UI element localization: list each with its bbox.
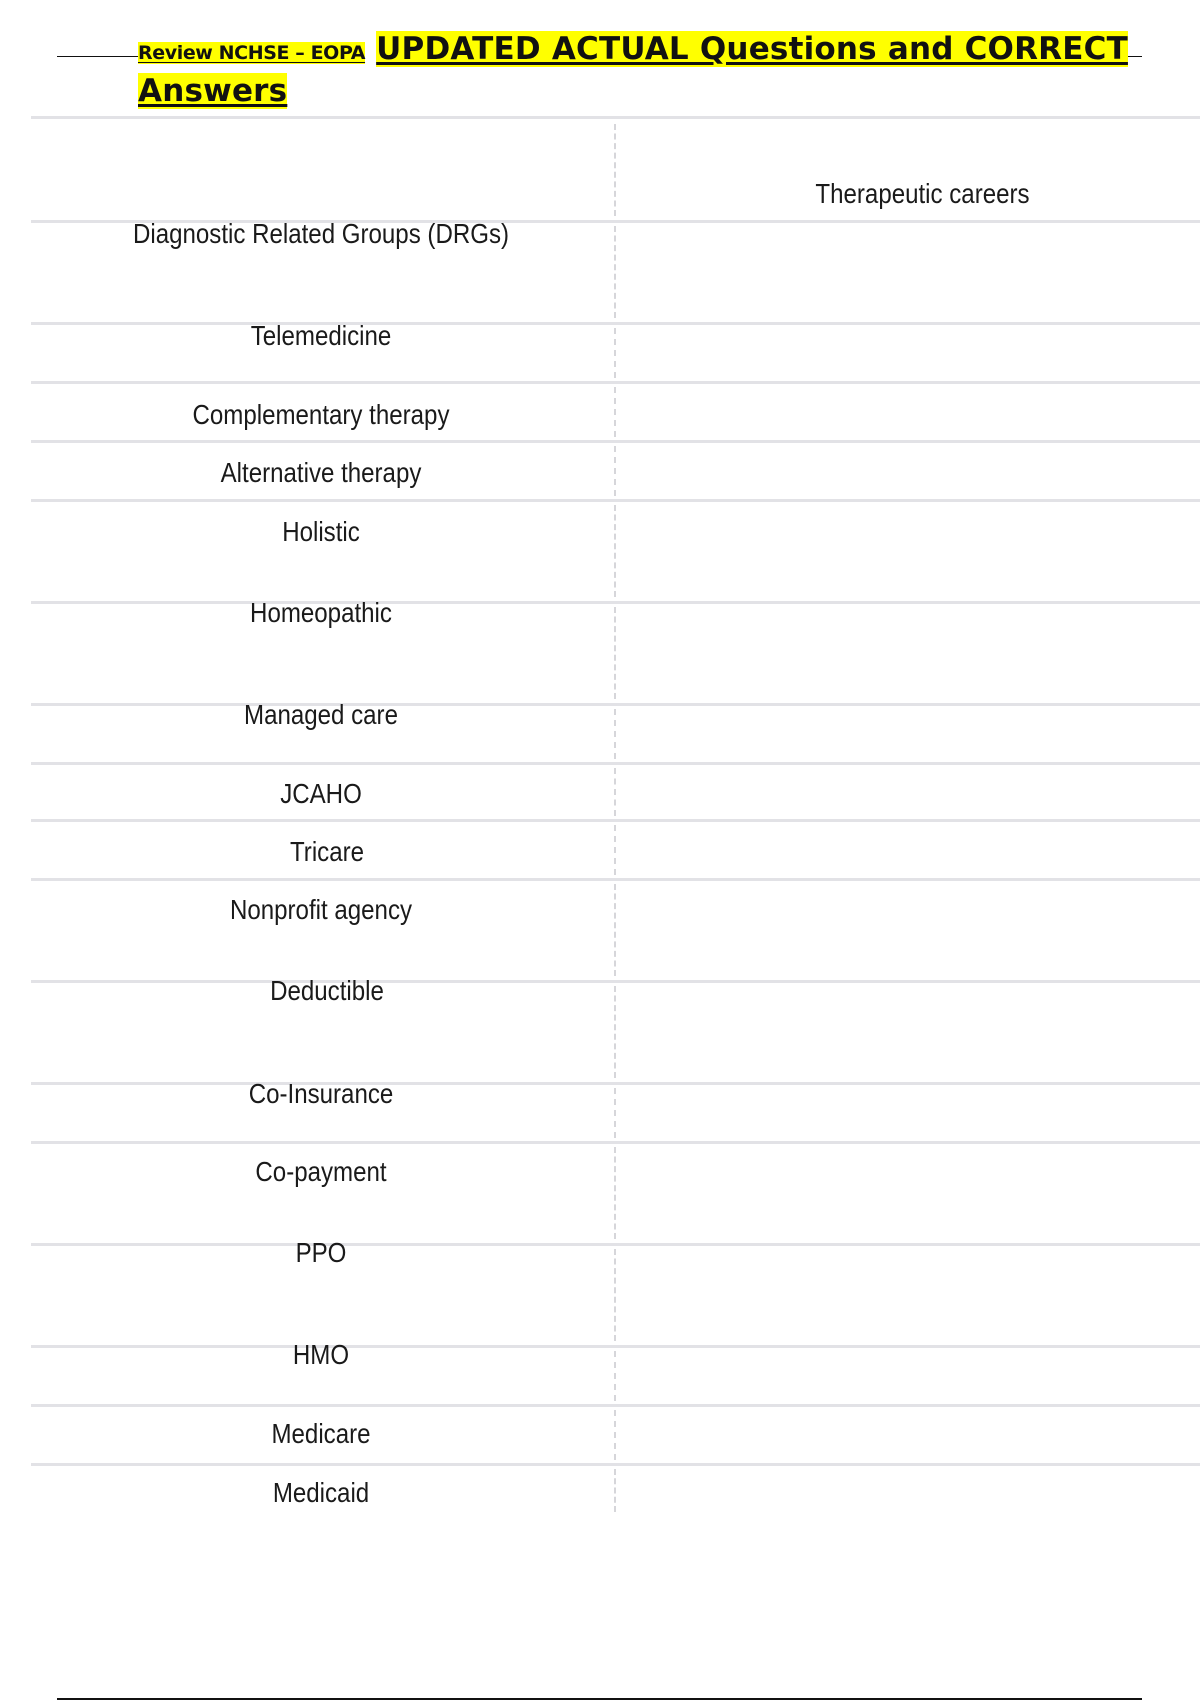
term-cell: Alternative therapy xyxy=(220,457,422,488)
term-cell: Co-payment xyxy=(255,1156,387,1187)
term-cell: JCAHO xyxy=(280,778,362,809)
column-divider xyxy=(614,124,616,216)
column-divider xyxy=(614,328,616,378)
header-rule-left xyxy=(57,56,138,57)
column-divider xyxy=(614,446,616,496)
column-divider xyxy=(614,387,616,437)
term-cell: Diagnostic Related Groups (DRGs) xyxy=(132,218,510,249)
column-divider xyxy=(614,1249,616,1341)
term-cell: Medicaid xyxy=(272,1477,370,1508)
title-prefix: Review NCHSE – EOPA xyxy=(138,42,366,64)
title-line2: Answers xyxy=(138,73,288,109)
term-cell: Co-Insurance xyxy=(248,1078,394,1109)
column-divider xyxy=(614,1410,616,1460)
column-divider xyxy=(614,986,616,1078)
term-cell: Nonprofit agency xyxy=(229,894,413,925)
term-cell: Medicare xyxy=(271,1418,371,1449)
column-divider xyxy=(614,1469,616,1512)
term-cell: HMO xyxy=(292,1339,350,1370)
column-divider xyxy=(614,1088,616,1138)
flashcard-table xyxy=(31,116,1200,1516)
header-definition: Therapeutic careers xyxy=(815,178,1030,209)
term-cell: Managed care xyxy=(244,699,398,730)
document-title xyxy=(138,30,1128,110)
column-divider xyxy=(614,607,616,699)
column-divider xyxy=(614,226,616,318)
term-cell: Deductible xyxy=(270,975,384,1006)
term-cell: PPO xyxy=(295,1237,347,1268)
column-divider xyxy=(614,1351,616,1401)
column-divider xyxy=(614,709,616,759)
column-divider xyxy=(614,884,616,976)
term-cell: Holistic xyxy=(282,516,360,547)
term-cell: Tricare xyxy=(289,836,365,867)
column-divider xyxy=(614,825,616,875)
term-cell: Telemedicine xyxy=(250,320,392,351)
term-cell: Homeopathic xyxy=(250,597,392,628)
term-cell: Complementary therapy xyxy=(192,399,450,430)
column-divider xyxy=(614,505,616,597)
column-divider xyxy=(614,768,616,816)
title-main: UPDATED ACTUAL Questions and CORRECT xyxy=(376,31,1128,67)
column-divider xyxy=(614,1147,616,1239)
